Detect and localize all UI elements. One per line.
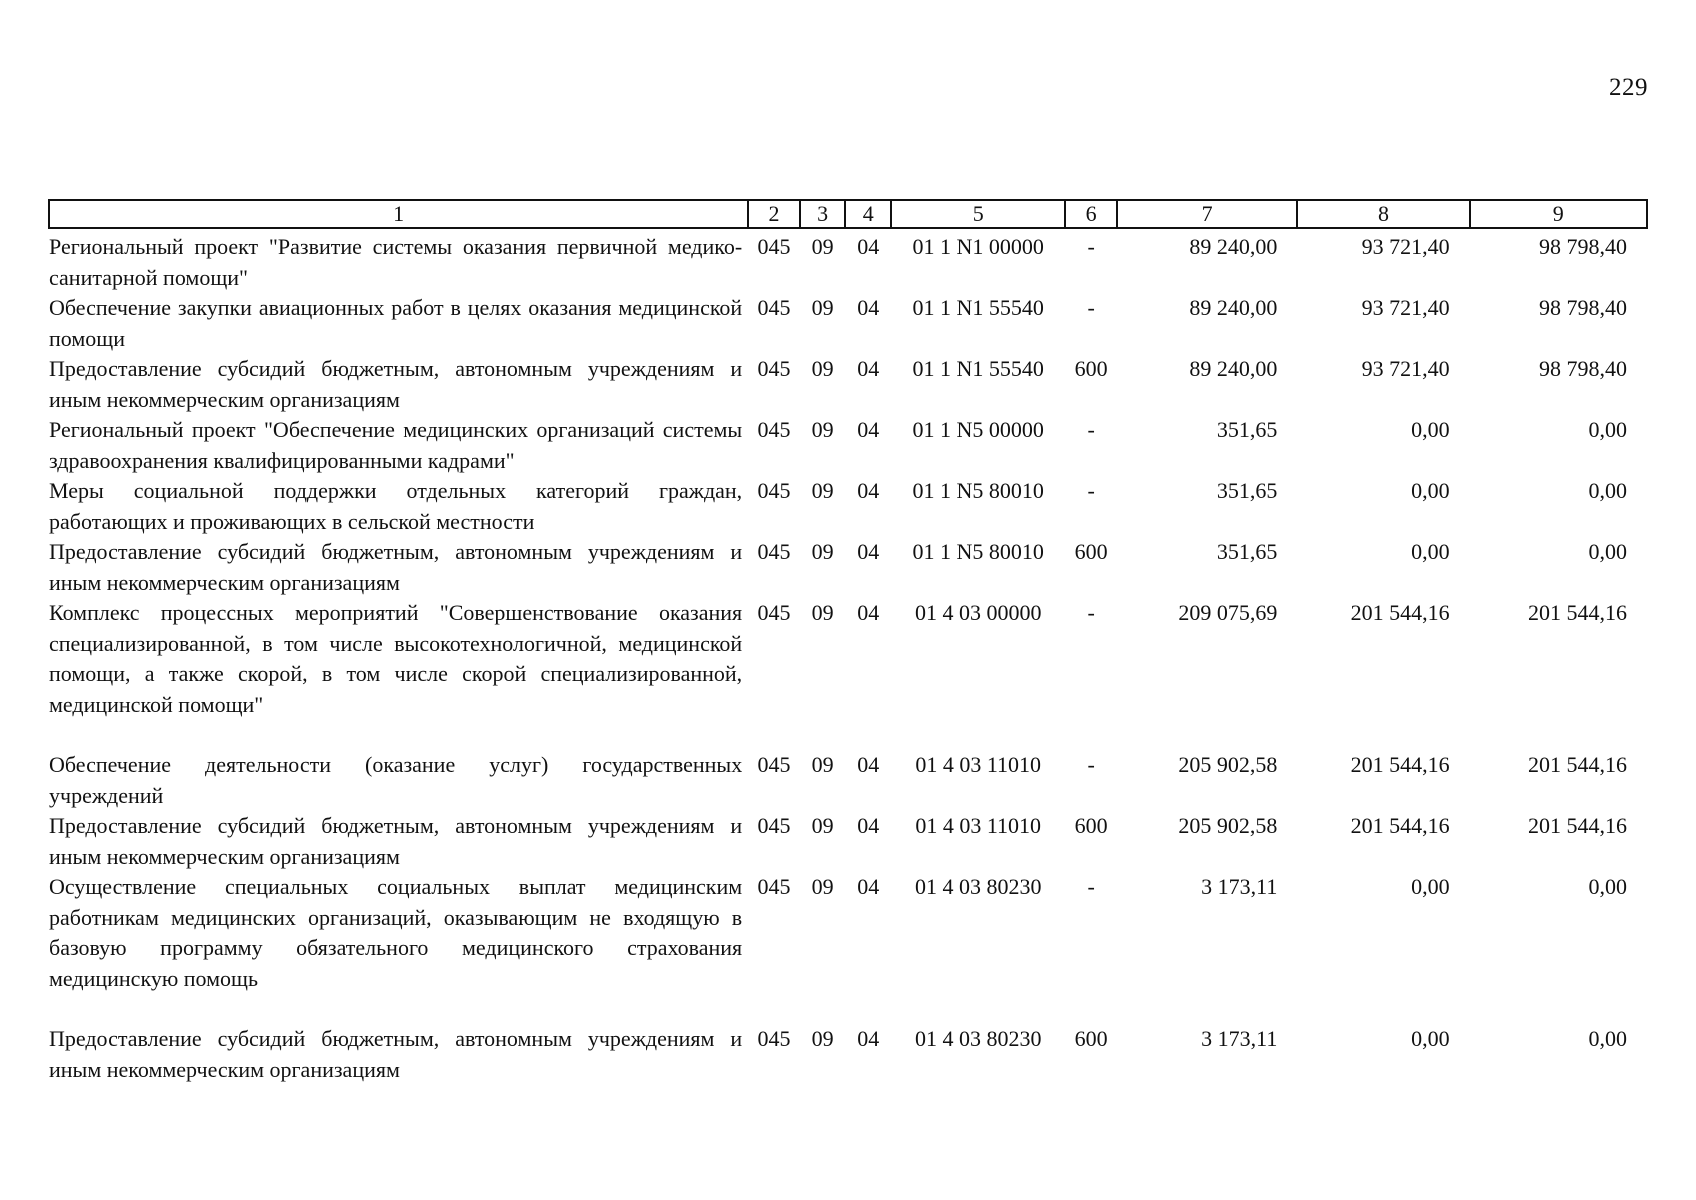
row-amount-7: 3 173,11 bbox=[1201, 874, 1278, 899]
row-amount-7: 351,65 bbox=[1216, 539, 1278, 564]
row-code-ministry: 045 bbox=[757, 752, 791, 777]
row-code-expense-type: - bbox=[1087, 874, 1095, 899]
row-code-section: 09 bbox=[811, 1026, 834, 1051]
column-header: 4 bbox=[845, 200, 891, 228]
row-code-section: 09 bbox=[811, 874, 834, 899]
row-code-subsection: 04 bbox=[857, 600, 880, 625]
row-code-ministry: 045 bbox=[757, 874, 791, 899]
column-header: 5 bbox=[891, 200, 1065, 228]
row-amount-9: 0,00 bbox=[1588, 539, 1627, 564]
row-code-target: 01 1 N1 55540 bbox=[912, 295, 1044, 320]
budget-table bbox=[48, 199, 1648, 1085]
row-code-target: 01 1 N1 55540 bbox=[912, 356, 1044, 381]
row-amount-8: 0,00 bbox=[1411, 417, 1450, 442]
row-code-expense-type: 600 bbox=[1074, 356, 1108, 381]
row-code-subsection: 04 bbox=[857, 417, 880, 442]
row-code-expense-type: - bbox=[1087, 417, 1095, 442]
row-code-ministry: 045 bbox=[757, 234, 791, 259]
table-row bbox=[49, 476, 1647, 537]
table-row bbox=[49, 750, 1647, 811]
row-code-expense-type: - bbox=[1087, 295, 1095, 320]
row-code-ministry: 045 bbox=[757, 356, 791, 381]
row-amount-9: 98 798,40 bbox=[1539, 234, 1627, 259]
row-name: Меры социальной поддержки отдельных категорий граждан, работающих и проживающих в сельской местности bbox=[49, 478, 743, 534]
table-row bbox=[49, 1024, 1647, 1085]
column-header: 1 bbox=[49, 200, 748, 228]
row-amount-7: 89 240,00 bbox=[1189, 295, 1278, 320]
table-row bbox=[49, 293, 1647, 354]
row-code-ministry: 045 bbox=[757, 600, 791, 625]
row-code-subsection: 04 bbox=[857, 752, 880, 777]
row-amount-7: 89 240,00 bbox=[1189, 234, 1278, 259]
table-row bbox=[49, 537, 1647, 598]
column-header: 2 bbox=[748, 200, 800, 228]
row-code-ministry: 045 bbox=[757, 813, 791, 838]
row-amount-7: 205 902,58 bbox=[1178, 752, 1278, 777]
column-header: 6 bbox=[1065, 200, 1117, 228]
row-name: Региональный проект "Развитие системы оказания первичной медико-санитарной помощи" bbox=[49, 234, 743, 290]
row-code-expense-type: - bbox=[1087, 600, 1095, 625]
row-amount-9: 201 544,16 bbox=[1528, 600, 1627, 625]
table-row bbox=[49, 354, 1647, 415]
row-code-section: 09 bbox=[811, 356, 834, 381]
row-name: Предоставление субсидий бюджетным, автономным учреждениям и иным некоммерческим организациям bbox=[49, 539, 743, 595]
row-amount-8: 0,00 bbox=[1411, 1026, 1450, 1051]
row-amount-8: 93 721,40 bbox=[1361, 234, 1450, 259]
row-code-section: 09 bbox=[811, 417, 834, 442]
row-amount-9: 0,00 bbox=[1588, 874, 1627, 899]
row-name: Региональный проект "Обеспечение медицинских организаций системы здравоохранения квалифицированными кадрами" bbox=[49, 417, 743, 473]
row-name: Предоставление субсидий бюджетным, автономным учреждениям и иным некоммерческим организациям bbox=[49, 813, 743, 869]
row-code-subsection: 04 bbox=[857, 813, 880, 838]
row-amount-8: 0,00 bbox=[1411, 874, 1450, 899]
row-code-subsection: 04 bbox=[857, 356, 880, 381]
row-code-ministry: 045 bbox=[757, 539, 791, 564]
row-amount-8: 201 544,16 bbox=[1350, 600, 1450, 625]
row-name: Предоставление субсидий бюджетным, автономным учреждениям и иным некоммерческим организациям bbox=[49, 1026, 743, 1082]
table-row bbox=[49, 811, 1647, 872]
row-code-subsection: 04 bbox=[857, 539, 880, 564]
row-code-section: 09 bbox=[811, 600, 834, 625]
row-code-ministry: 045 bbox=[757, 417, 791, 442]
row-code-target: 01 4 03 00000 bbox=[914, 600, 1042, 625]
row-code-subsection: 04 bbox=[857, 874, 880, 899]
table-row bbox=[49, 415, 1647, 476]
row-name: Обеспечение закупки авиационных работ в целях оказания медицинской помощи bbox=[49, 295, 743, 351]
row-code-ministry: 045 bbox=[757, 295, 791, 320]
row-amount-9: 98 798,40 bbox=[1539, 295, 1627, 320]
row-code-expense-type: 600 bbox=[1074, 813, 1108, 838]
row-code-section: 09 bbox=[811, 295, 834, 320]
row-amount-7: 205 902,58 bbox=[1178, 813, 1278, 838]
column-header: 9 bbox=[1470, 200, 1647, 228]
row-amount-8: 201 544,16 bbox=[1350, 752, 1450, 777]
row-code-section: 09 bbox=[811, 752, 834, 777]
row-code-expense-type: - bbox=[1087, 752, 1095, 777]
row-code-target: 01 1 N5 80010 bbox=[912, 539, 1044, 564]
row-name: Обеспечение деятельности (оказание услуг) государственных учреждений bbox=[49, 752, 743, 808]
row-code-subsection: 04 bbox=[857, 1026, 880, 1051]
row-code-subsection: 04 bbox=[857, 234, 880, 259]
column-header: 8 bbox=[1297, 200, 1469, 228]
row-amount-7: 3 173,11 bbox=[1201, 1026, 1278, 1051]
column-number-header bbox=[49, 200, 1647, 228]
row-code-section: 09 bbox=[811, 539, 834, 564]
row-code-expense-type: - bbox=[1087, 478, 1095, 503]
row-code-expense-type: 600 bbox=[1074, 1026, 1108, 1051]
row-name: Предоставление субсидий бюджетным, автономным учреждениям и иным некоммерческим организациям bbox=[49, 356, 743, 412]
row-amount-9: 0,00 bbox=[1588, 478, 1627, 503]
row-code-target: 01 4 03 80230 bbox=[914, 874, 1042, 899]
row-code-ministry: 045 bbox=[757, 478, 791, 503]
row-amount-8: 93 721,40 bbox=[1361, 356, 1450, 381]
row-amount-9: 0,00 bbox=[1588, 417, 1627, 442]
row-name: Комплекс процессных мероприятий "Совершенствование оказания специализированной, в том числе высокотехнологичной, медицинской помощи, а также скорой, в том числе скорой специализированной, медицинской помощи" bbox=[49, 600, 743, 717]
row-amount-7: 351,65 bbox=[1216, 417, 1278, 442]
row-code-subsection: 04 bbox=[857, 295, 880, 320]
row-amount-9: 201 544,16 bbox=[1528, 813, 1627, 838]
row-code-expense-type: - bbox=[1087, 234, 1095, 259]
table-row bbox=[49, 228, 1647, 293]
table-row bbox=[49, 598, 1647, 750]
row-amount-9: 0,00 bbox=[1588, 1026, 1627, 1051]
column-header: 3 bbox=[800, 200, 846, 228]
row-code-ministry: 045 bbox=[757, 1026, 791, 1051]
row-code-section: 09 bbox=[811, 234, 834, 259]
row-code-subsection: 04 bbox=[857, 478, 880, 503]
row-code-expense-type: 600 bbox=[1074, 539, 1108, 564]
row-code-target: 01 4 03 80230 bbox=[914, 1026, 1042, 1051]
row-amount-7: 89 240,00 bbox=[1189, 356, 1278, 381]
row-code-target: 01 1 N5 00000 bbox=[912, 417, 1044, 442]
row-amount-8: 0,00 bbox=[1411, 478, 1450, 503]
row-amount-9: 98 798,40 bbox=[1539, 356, 1627, 381]
row-code-target: 01 4 03 11010 bbox=[915, 752, 1042, 777]
table-row bbox=[49, 872, 1647, 1024]
page-number: 229 bbox=[1609, 74, 1648, 101]
column-header: 7 bbox=[1117, 200, 1297, 228]
row-code-target: 01 1 N1 00000 bbox=[912, 234, 1044, 259]
row-amount-9: 201 544,16 bbox=[1528, 752, 1627, 777]
row-amount-8: 93 721,40 bbox=[1361, 295, 1450, 320]
row-code-section: 09 bbox=[811, 478, 834, 503]
row-amount-7: 209 075,69 bbox=[1178, 600, 1278, 625]
row-amount-8: 201 544,16 bbox=[1350, 813, 1450, 838]
row-code-section: 09 bbox=[811, 813, 834, 838]
row-name: Осуществление специальных социальных выплат медицинским работникам медицинских организаций, оказывающим не входящую в базовую программу обязательного медицинского страхования медицинскую помощь bbox=[49, 874, 743, 991]
row-amount-7: 351,65 bbox=[1216, 478, 1278, 503]
row-amount-8: 0,00 bbox=[1411, 539, 1450, 564]
row-code-target: 01 1 N5 80010 bbox=[912, 478, 1044, 503]
row-code-target: 01 4 03 11010 bbox=[915, 813, 1042, 838]
